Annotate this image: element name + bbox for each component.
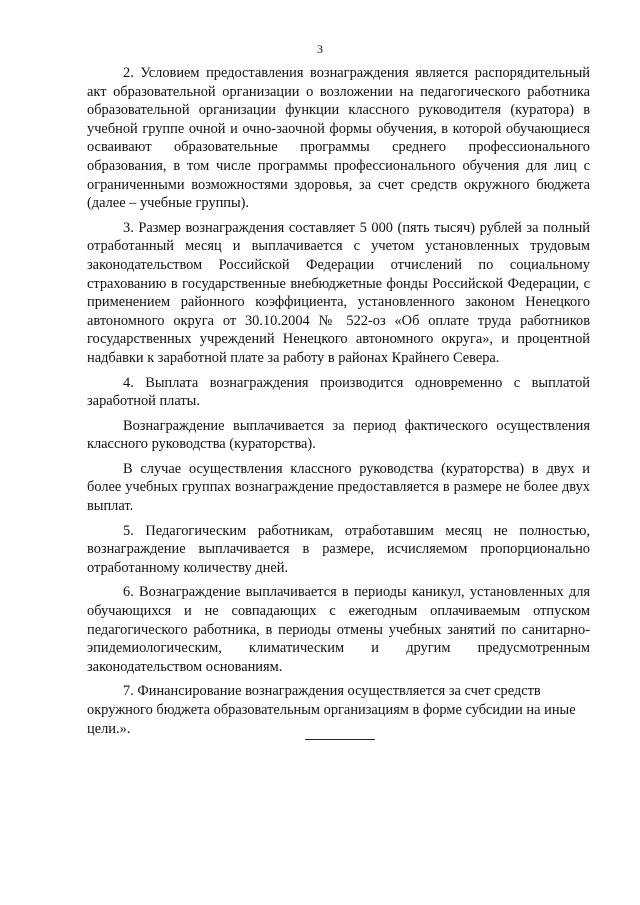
paragraph-payment-period: Вознаграждение выплачивается за период фактического осуществления классного руководства (кураторства).: [87, 417, 590, 453]
document-body: [87, 64, 590, 744]
page-number: 3: [317, 42, 323, 56]
paragraph-clause-5: 5. Педагогическим работникам, отработавшим месяц не полностью, вознаграждение выплачивается в размере, исчисляемом пропорционально отработанному количеству дней.: [87, 522, 590, 576]
paragraph-clause-3: 3. Размер вознаграждения составляет 5 000 (пять тысяч) рублей за полный отработанный месяц и выплачивается с учетом установленных трудовым законодательством Российской Федерации отчислений по социальному страхованию в государственные внебюджетные фонды Российской Федерации, с применением районного коэффициента, установленного законом Ненецкого автономного округа от 30.10.2004 № 522-оз «Об оплате труда работников государственных учреждений Ненецкого автономного округа», и процентной надбавки к заработной плате за работу в районах Крайнего Севера.: [87, 219, 590, 366]
paragraph-clause-2: 2. Условием предоставления вознаграждения является распорядительный акт образовательной организации о возложении на педагогического работника образовательной организации функции классного руководителя (куратора) в учебной группе очной и очно-заочной формы обучения, в которой обучающиеся осваивают образовательные программы среднего профессионального образования, в том числе программы профессионального обучения для лиц с ограниченными возможностями здоровья, за счет средств окружного бюджета (далее – учебные группы).: [87, 65, 590, 212]
paragraph-multiple-groups: В случае осуществления классного руководства (кураторства) в двух и более учебных группах вознаграждение предоставляется в размере не более двух выплат.: [87, 460, 590, 515]
closing-divider: [305, 739, 375, 740]
paragraph-clause-4: 4. Выплата вознаграждения производится одновременно с выплатой заработной платы.: [87, 374, 590, 410]
paragraph-clause-7: 7. Финансирование вознаграждения осуществляется за счет средств окружного бюджета образовательным организациям в форме субсидии на иные цели.».: [87, 683, 576, 737]
paragraph-clause-6: 6. Вознаграждение выплачивается в периоды каникул, установленных для обучающихся и не совпадающих с ежегодным оплачиваемым отпуском педагогического работника, в периоды отмены учебных занятий по санитарно-эпидемиологическим, климатическим и другим предусмотренным законодательством основаниям.: [87, 584, 590, 675]
